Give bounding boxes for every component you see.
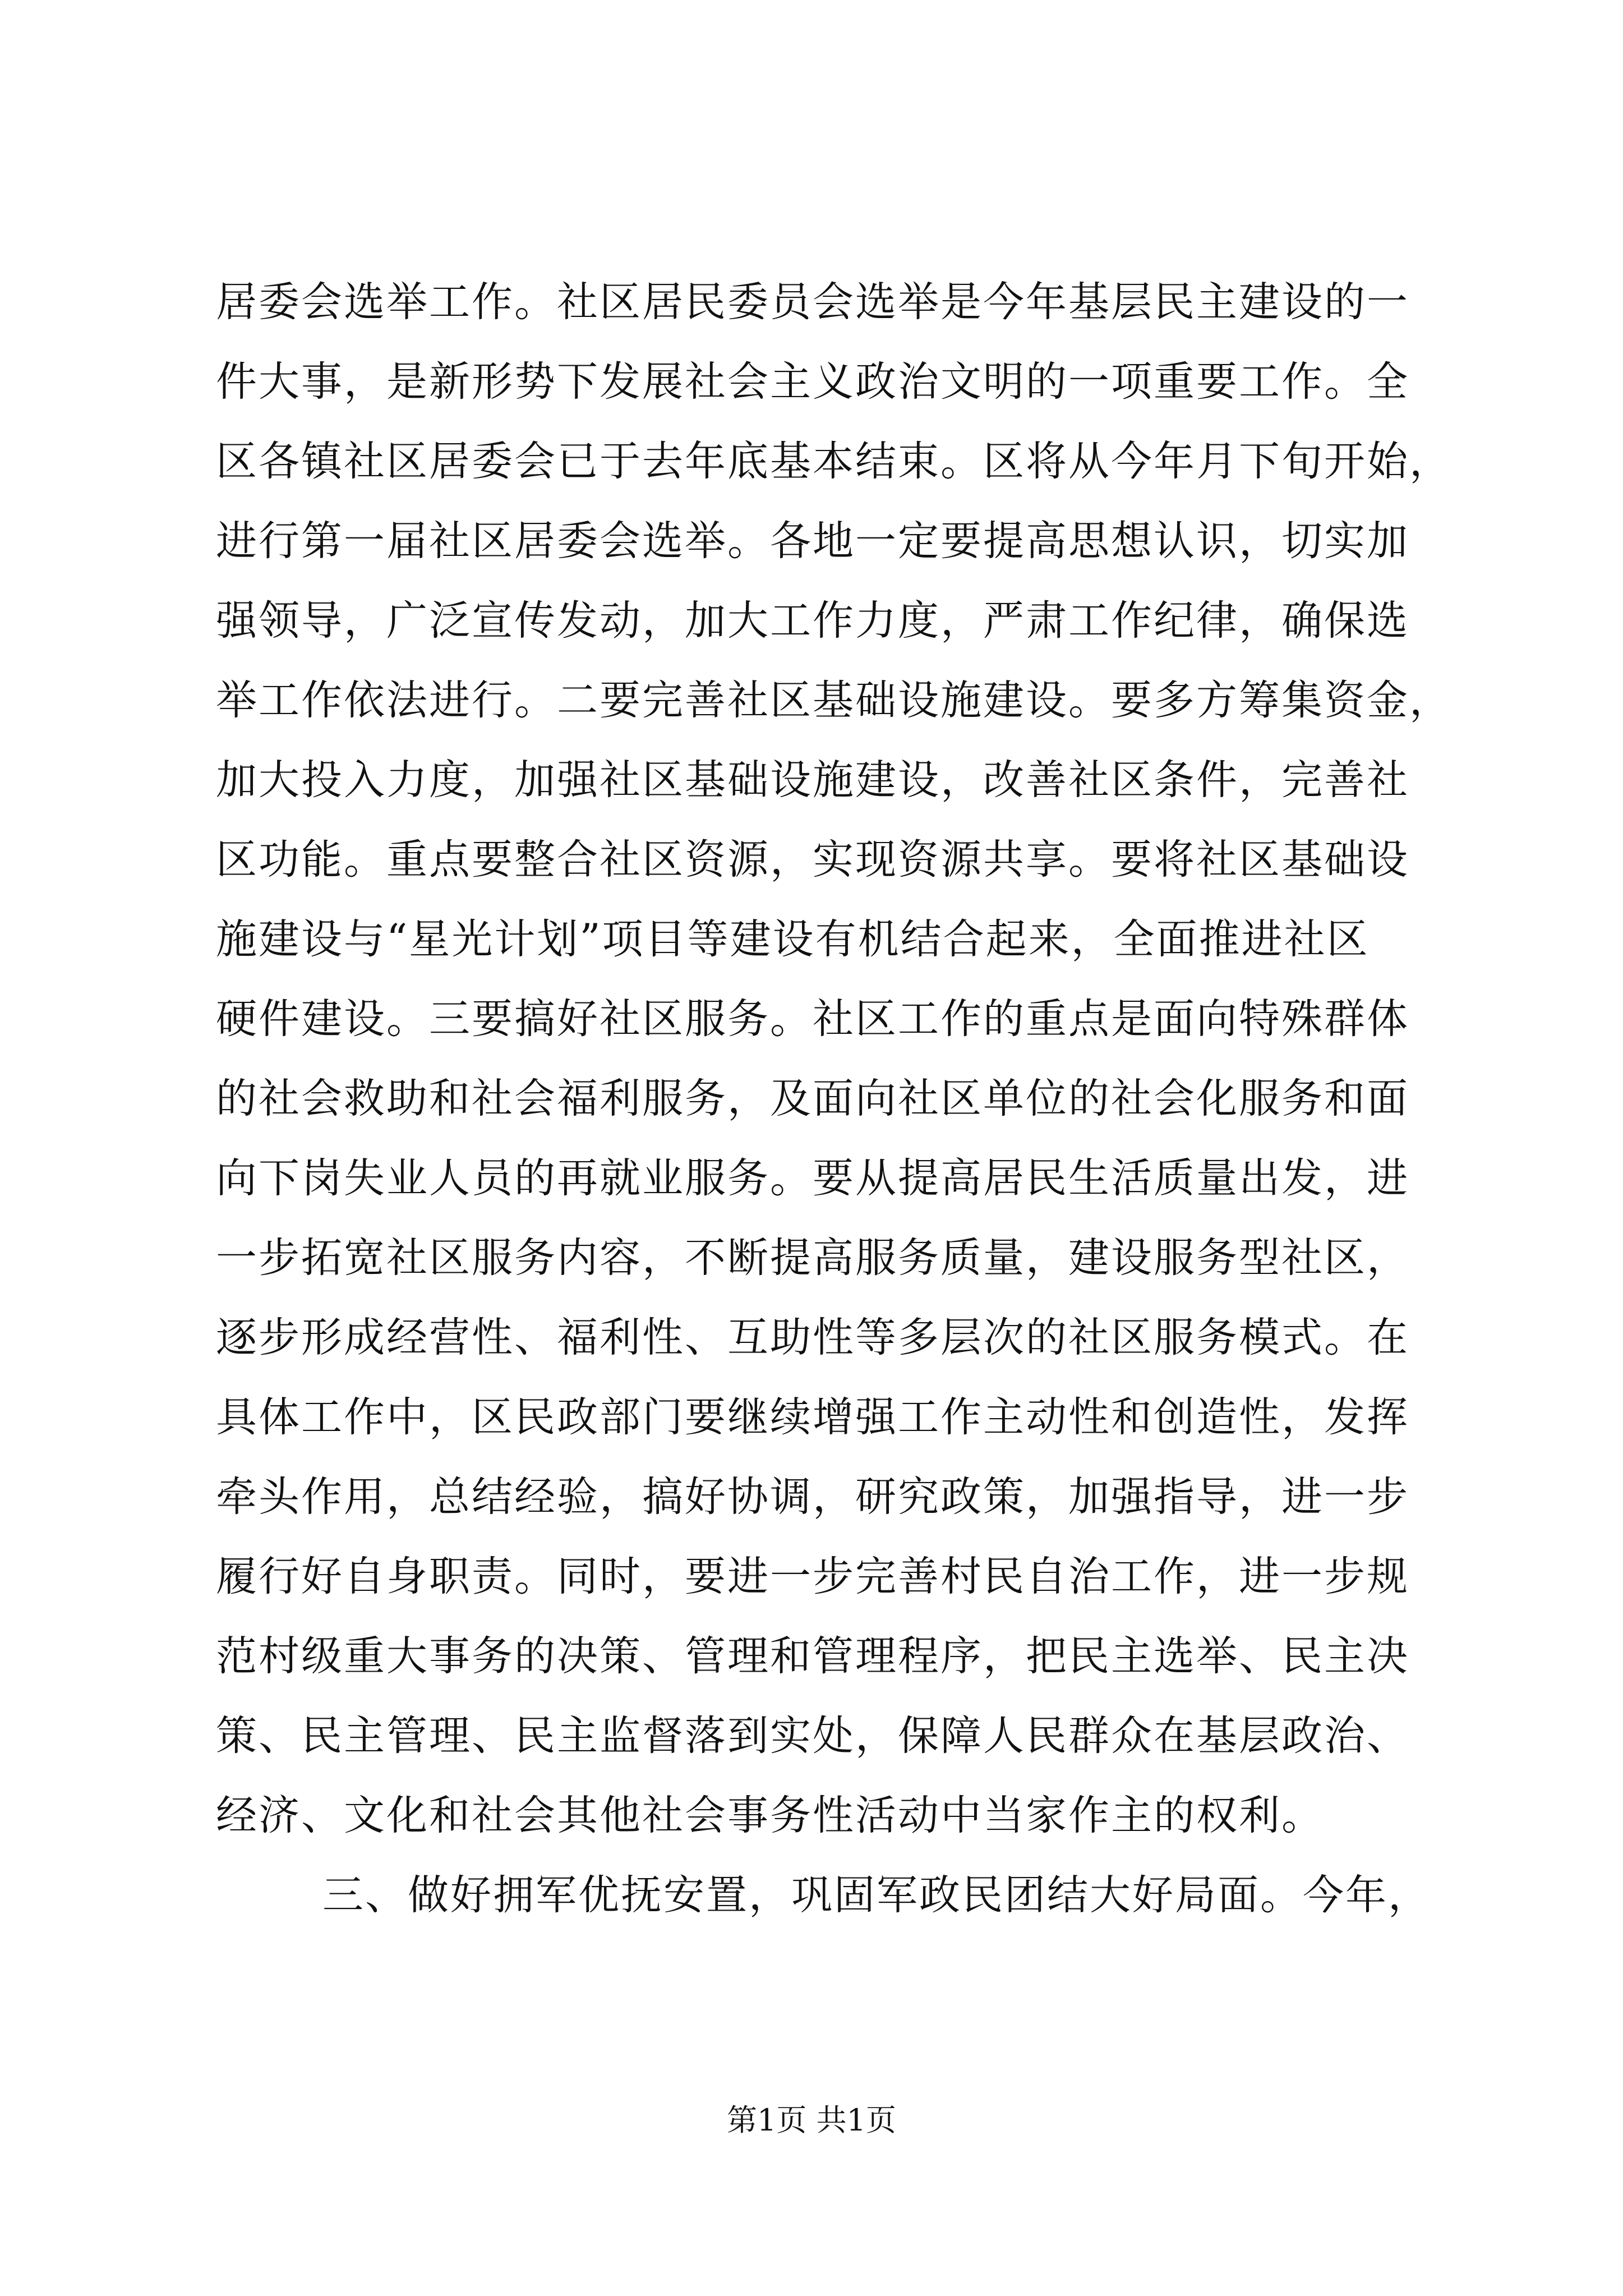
paragraph-start-line: 三、做好拥军优抚安置，巩固军政民团结大好局面。今年，	[322, 1871, 1431, 1919]
text-line: 硬件建设。三要搞好社区服务。社区工作的重点是面向特殊群体	[216, 995, 1409, 1043]
text-line: 一步拓宽社区服务内容，不断提高服务质量，建设服务型社区，	[216, 1234, 1409, 1282]
text-line: 件大事，是新形势下发展社会主义政治文明的一项重要工作。全	[216, 358, 1409, 406]
body-text	[216, 263, 1472, 1935]
text-line: 经济、文化和社会其他社会事务性活动中当家作主的权利。	[216, 1792, 1324, 1839]
text-line: 区功能。重点要整合社区资源，实现资源共享。要将社区基础设	[216, 836, 1409, 884]
text-line: 的社会救助和社会福利服务，及面向社区单位的社会化服务和面	[216, 1075, 1409, 1122]
text-line: 履行好自身职责。同时，要进一步完善村民自治工作，进一步规	[216, 1553, 1409, 1600]
text-line: 逐步形成经营性、福利性、互助性等多层次的社区服务模式。在	[216, 1314, 1409, 1361]
text-line: 居委会选举工作。社区居民委员会选举是今年基层民主建设的一	[216, 278, 1409, 326]
text-line: 具体工作中，区民政部门要继续增强工作主动性和创造性，发挥	[216, 1393, 1409, 1441]
text-line: 范村级重大事务的决策、管理和管理程序，把民主选举、民主决	[216, 1632, 1409, 1680]
text-line: 加大投入力度，加强社区基础设施建设，改善社区条件，完善社	[216, 756, 1409, 804]
text-line: 牵头作用，总结经验，搞好协调，研究政策，加强指导，进一步	[216, 1473, 1409, 1521]
text-line: 施建设与“星光计划”项目等建设有机结合起来，全面推进社区	[216, 915, 1370, 963]
text-line: 区各镇社区居委会已于去年底基本结束。区将从今年月下旬开始，	[216, 438, 1452, 485]
text-line: 强领导，广泛宣传发动，加大工作力度，严肃工作纪律，确保选	[216, 597, 1409, 645]
text-line: 进行第一届社区居委会选举。各地一定要提高思想认识，切实加	[216, 517, 1409, 565]
page-footer	[0, 2101, 1623, 2140]
text-line: 举工作依法进行。二要完善社区基础设施建设。要多方筹集资金，	[216, 677, 1452, 724]
text-line: 向下岗失业人员的再就业服务。要从提高居民生活质量出发，进	[216, 1154, 1409, 1202]
page-number-label: 第1页 共1页	[727, 2102, 896, 2138]
text-line: 策、民主管理、民主监督落到实处，保障人民群众在基层政治、	[216, 1712, 1409, 1760]
